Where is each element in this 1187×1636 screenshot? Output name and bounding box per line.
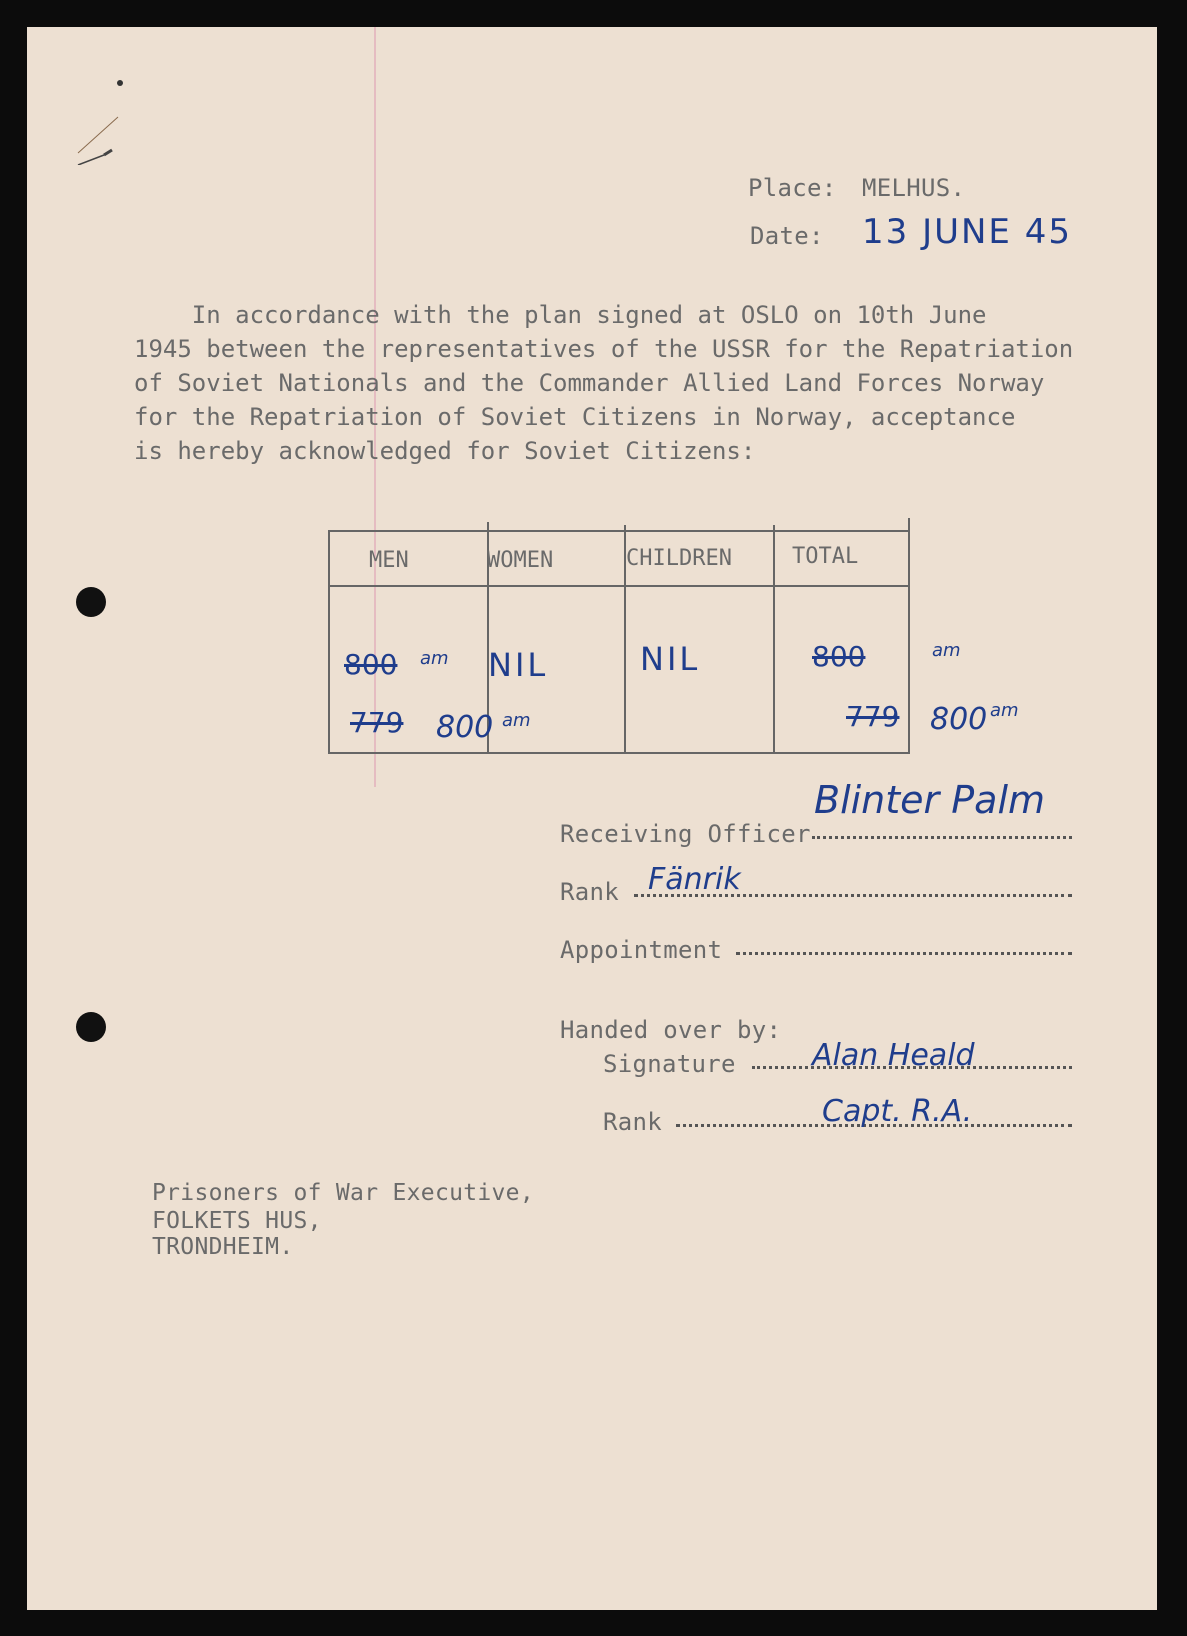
handover-signature-label: Signature (603, 1050, 736, 1078)
men-note: am (420, 648, 449, 669)
body-line: In accordance with the plan signed at OSLO on 10th June (134, 301, 987, 329)
rank-value: Fänrik (648, 862, 741, 897)
men-note: am (502, 710, 531, 731)
address-line: TRONDHEIM. (152, 1234, 294, 1260)
address-line: FOLKETS HUS, (152, 1208, 322, 1234)
punch-hole (76, 1012, 106, 1042)
table-col-rule (908, 518, 910, 754)
body-line: of Soviet Nationals and the Commander Allied Land Forces Norway (134, 369, 1045, 397)
children-value: NIL (640, 640, 701, 678)
total-note: am (990, 700, 1019, 721)
table-border-top (328, 530, 908, 532)
body-line: for the Repatriation of Soviet Citizens in Norway, acceptance (134, 403, 1016, 431)
appointment-line (736, 952, 1072, 955)
table-col-rule (773, 525, 775, 754)
header-men: MEN (369, 548, 409, 573)
header-children: CHILDREN (626, 546, 732, 571)
total-value: 800 (930, 702, 988, 737)
address-line: Prisoners of War Executive, (152, 1180, 534, 1206)
men-struck-value: 779 (350, 706, 404, 739)
receiving-officer-label: Receiving Officer (560, 820, 811, 848)
men-struck-value: 800 (344, 648, 398, 681)
men-value: 800 (436, 710, 494, 745)
table-col-rule (328, 530, 330, 754)
handover-signature-value: Alan Heald (812, 1038, 975, 1073)
header-total: TOTAL (792, 544, 859, 569)
date-label: Date: (750, 222, 824, 250)
total-note: am (932, 640, 961, 661)
table-header-rule (328, 585, 908, 587)
handover-rank-label: Rank (603, 1108, 662, 1136)
handover-rank-value: Capt. R.A. (822, 1094, 973, 1129)
table-border-bottom (328, 752, 908, 754)
women-value: NIL (488, 646, 549, 684)
receiving-officer-signature: Blinter Palm (814, 778, 1046, 822)
place-value: MELHUS. (862, 174, 966, 202)
body-paragraph (134, 298, 1073, 468)
handed-over-label: Handed over by: (560, 1016, 782, 1044)
body-line: is hereby acknowledged for Soviet Citizens: (134, 437, 756, 465)
receiving-officer-line (812, 836, 1072, 839)
date-value: 13 JUNE 45 (862, 212, 1072, 252)
body-line: 1945 between the representatives of the USSR for the Repatriation (134, 335, 1074, 363)
total-struck-value: 800 (812, 640, 866, 673)
total-struck-value: 779 (846, 700, 900, 733)
stray-marks (60, 55, 140, 165)
place-label: Place: (748, 174, 837, 202)
header-women: WOMEN (487, 548, 554, 573)
punch-hole (76, 587, 106, 617)
rank-label: Rank (560, 878, 619, 906)
appointment-label: Appointment (560, 936, 723, 964)
